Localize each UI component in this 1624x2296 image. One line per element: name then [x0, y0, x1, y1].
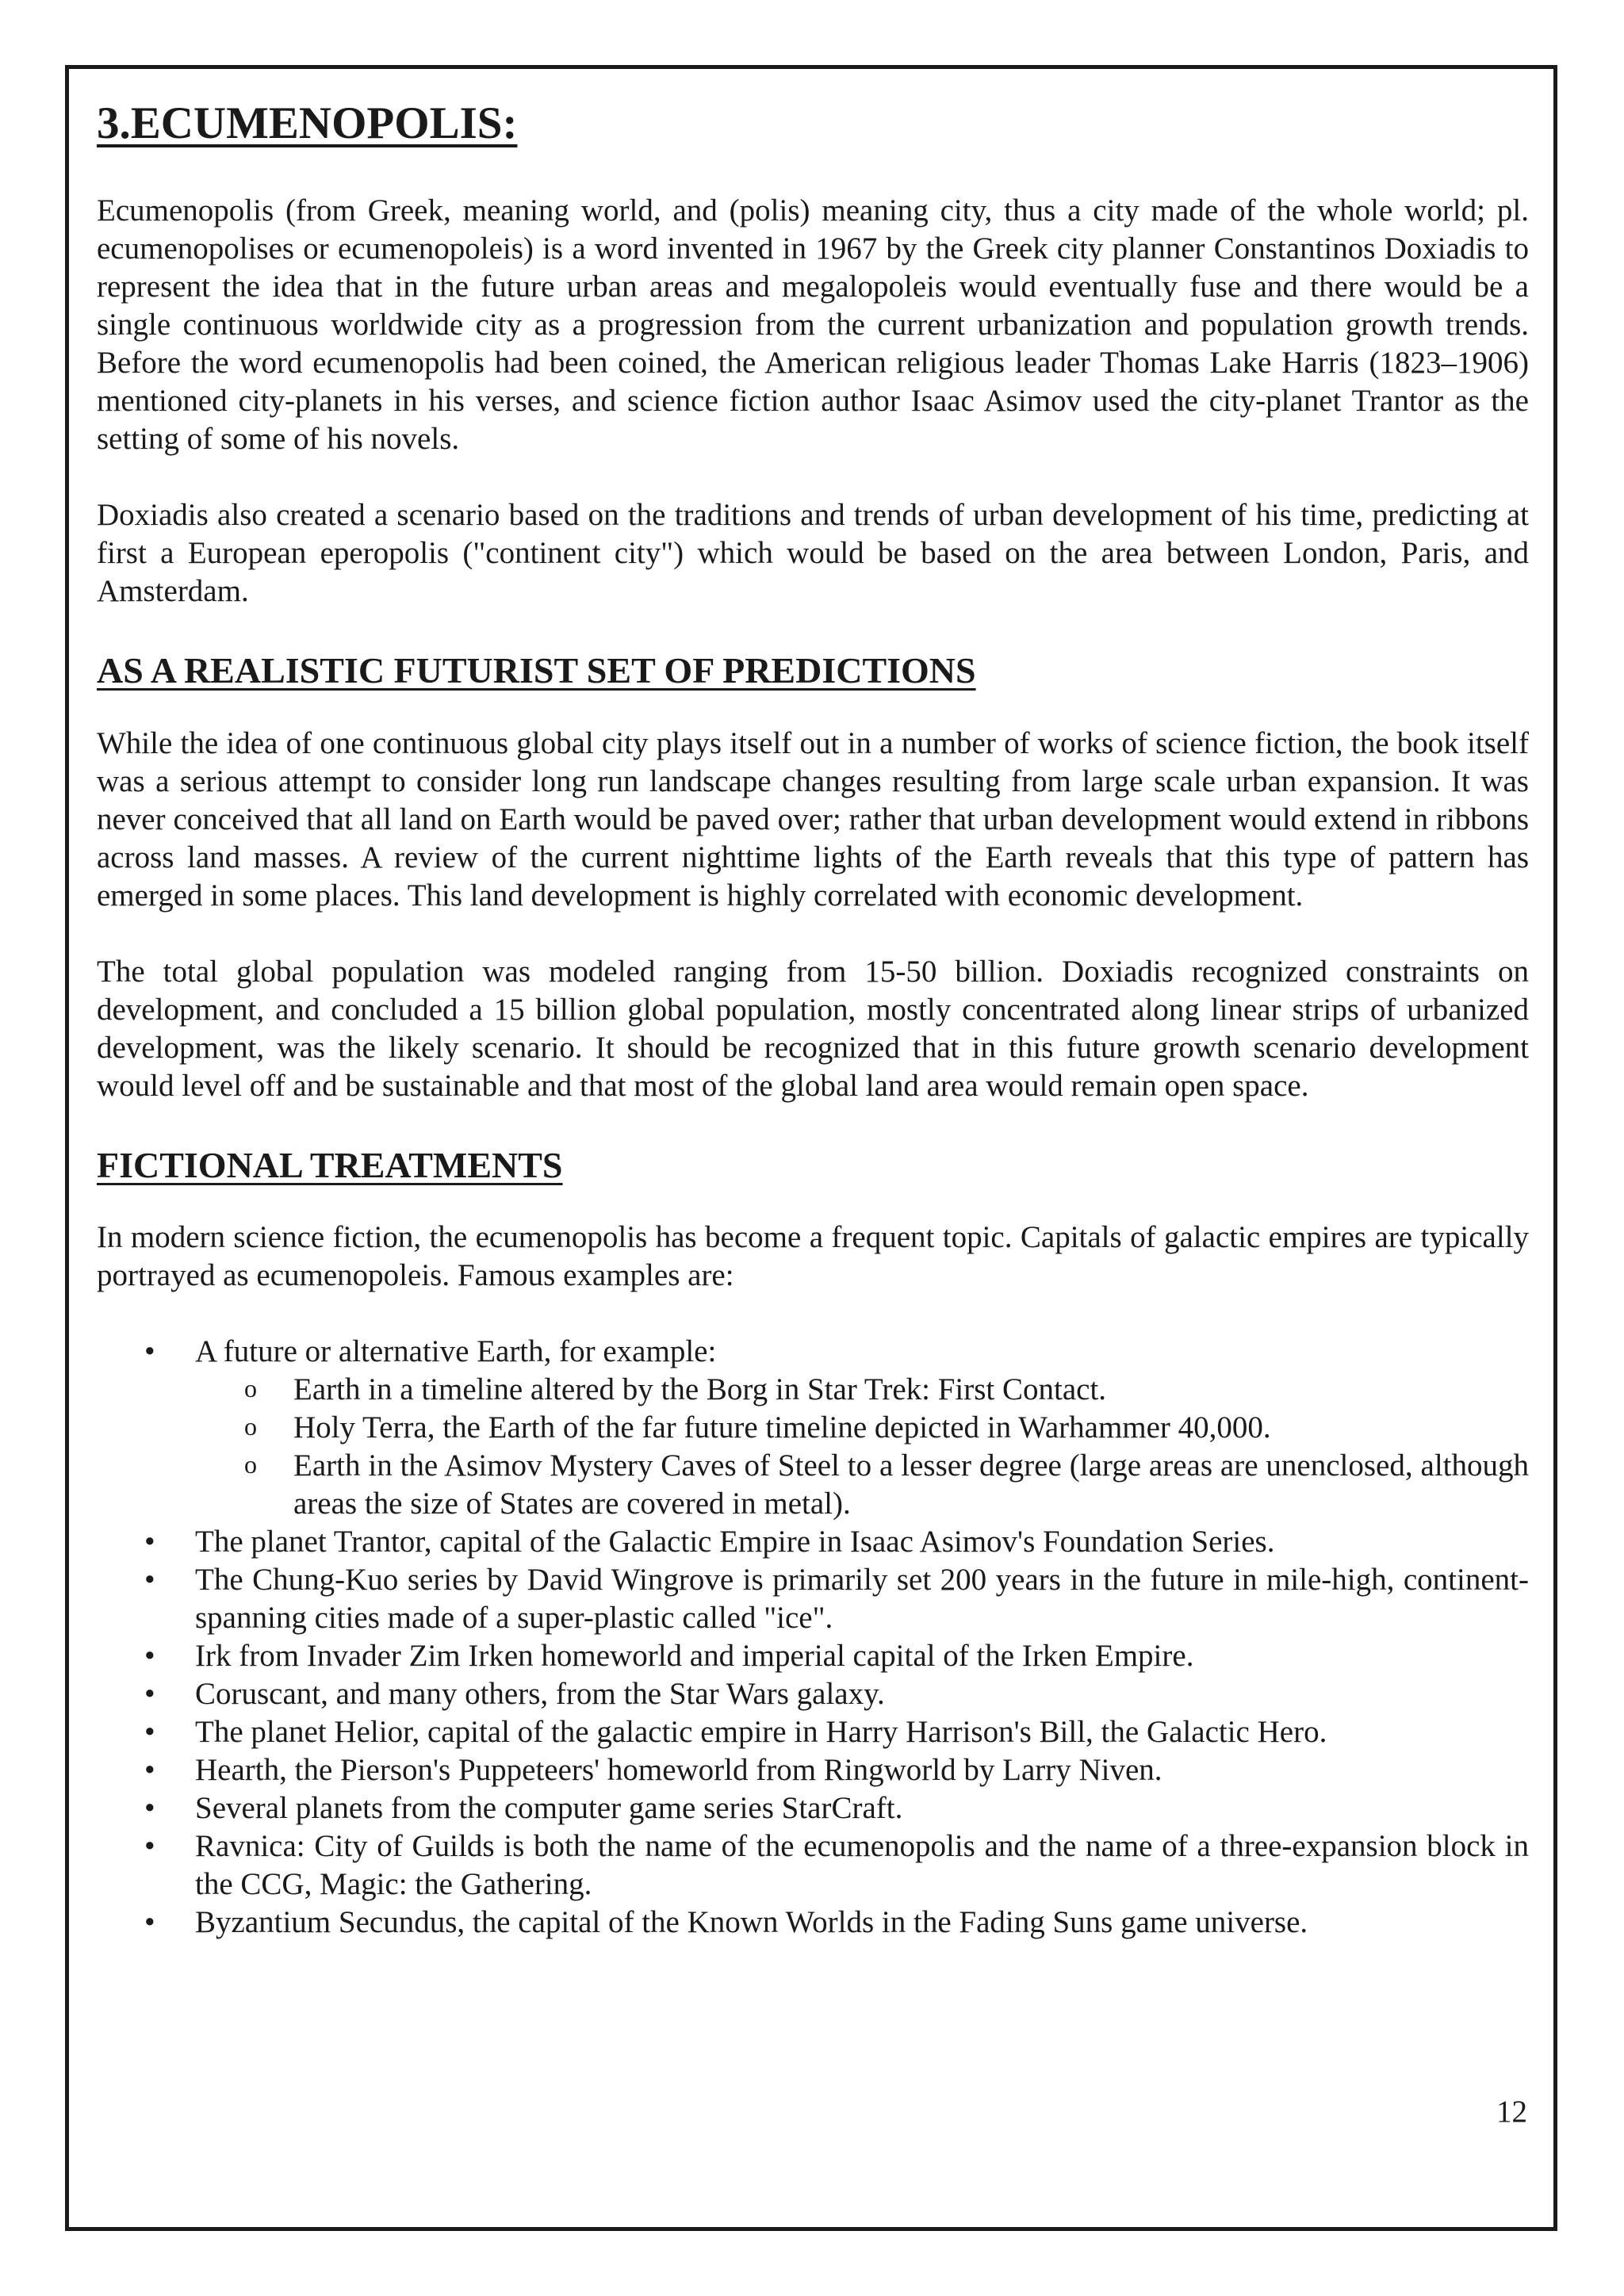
list-item-text: Irk from Invader Zim Irken homeworld and imperial capital of the Irken Empire.	[195, 1638, 1194, 1673]
fictional-heading: FICTIONAL TREATMENTS	[97, 1144, 563, 1185]
list-item	[97, 1713, 1529, 1751]
bullet-icon: •	[144, 1828, 155, 1863]
sub-bullet-icon: o	[244, 1411, 257, 1441]
bullet-icon: •	[144, 1638, 155, 1673]
list-item-text: Several planets from the computer game series StarCraft.	[195, 1790, 903, 1825]
bullet-icon: •	[144, 1676, 155, 1711]
list-item-text: A future or alternative Earth, for example:	[195, 1334, 717, 1368]
list-item-text: Hearth, the Pierson's Puppeteers' homeworld from Ringworld by Larry Niven.	[195, 1752, 1162, 1787]
list-item-text: Ravnica: City of Guilds is both the name of the ecumenopolis and the name of a three-expansion block in the CCG, Magic: the Gathering.	[195, 1828, 1529, 1901]
list-item	[97, 1827, 1529, 1904]
list-item	[97, 1675, 1529, 1713]
sub-list-item	[195, 1447, 1529, 1523]
predictions-heading: AS A REALISTIC FUTURIST SET OF PREDICTIONS	[97, 650, 976, 691]
predictions-paragraph-2: The total global population was modeled ranging from 15-50 billion. Doxiadis recognized constraints on development, and concluded a 15 billion global population, mostly concentrated along linear strips of urbanized development, was the likely scenario. It should be recognized that in this future growth scenario development would level off and be sustainable and that most of the global land area would remain open space.	[97, 954, 1529, 1103]
bullet-icon: •	[144, 1562, 155, 1597]
sub-list-item	[195, 1409, 1529, 1447]
sub-bullet-icon: o	[244, 1449, 257, 1479]
bullet-icon: •	[144, 1714, 155, 1749]
sub-list-item-text: Earth in the Asimov Mystery Caves of Steel to a lesser degree (large areas are unenclosed, although areas the size of States are covered in metal).	[293, 1448, 1529, 1521]
page-title: 3.ECUMENOPOLIS:	[97, 98, 518, 148]
sub-list-item-text: Holy Terra, the Earth of the far future timeline depicted in Warhammer 40,000.	[293, 1410, 1271, 1445]
list-item	[97, 1904, 1529, 1942]
sub-bullet-icon: o	[244, 1373, 257, 1402]
sub-list-item-text: Earth in a timeline altered by the Borg in Star Trek: First Contact.	[293, 1372, 1107, 1406]
fictional-intro-paragraph: In modern science fiction, the ecumenopolis has become a frequent topic. Capitals of galactic empires are typically portrayed as ecumenopoleis. Famous examples are:	[97, 1219, 1529, 1292]
intro-paragraph-2: Doxiadis also created a scenario based on the traditions and trends of urban development of his time, predicting at first a European eperopolis ("continent city") which would be based on the area between London, Paris, and Amsterdam.	[97, 498, 1529, 609]
list-item-text: The planet Trantor, capital of the Galactic Empire in Isaac Asimov's Foundation Series.	[195, 1524, 1275, 1559]
bullet-icon: •	[144, 1752, 155, 1787]
sub-list	[195, 1371, 1529, 1523]
sub-list-item	[195, 1371, 1529, 1409]
list-item	[97, 1523, 1529, 1561]
examples-list	[97, 1333, 1529, 1942]
list-item-text: The planet Helior, capital of the galactic empire in Harry Harrison's Bill, the Galactic Hero.	[195, 1714, 1327, 1749]
bullet-icon: •	[144, 1334, 155, 1368]
list-item-text: The Chung-Kuo series by David Wingrove is primarily set 200 years in the future in mile-high, continent-spanning cities made of a super-plastic called "ice".	[195, 1562, 1529, 1635]
list-item	[97, 1561, 1529, 1637]
list-item	[97, 1333, 1529, 1523]
intro-paragraph-1: Ecumenopolis (from Greek, meaning world, and (polis) meaning city, thus a city made of the whole world; pl. ecumenopolises or ecumenopoleis) is a word invented in 1967 by the Greek city planner Constantinos Doxiadis to represent the idea that in the future urban areas and megalopoleis would eventually fuse and there would be a single continuous worldwide city as a progression from the current urbanization and population growth trends. Before the word ecumenopolis had been coined, the American religious leader Thomas Lake Harris (1823–1906) mentioned city-planets in his verses, and science fiction author Isaac Asimov used the city-planet Trantor as the setting of some of his novels.	[97, 193, 1529, 457]
list-item	[97, 1789, 1529, 1827]
page-number: 12	[1496, 2095, 1527, 2129]
list-item-text: Byzantium Secundus, the capital of the Known Worlds in the Fading Suns game universe.	[195, 1904, 1308, 1939]
bullet-icon: •	[144, 1790, 155, 1825]
predictions-paragraph-1: While the idea of one continuous global city plays itself out in a number of works of science fiction, the book itself was a serious attempt to consider long run landscape changes resulting from large scale urban expansion. It was never conceived that all land on Earth would be paved over; rather that urban development would extend in ribbons across land masses. A review of the current nighttime lights of the Earth reveals that this type of pattern has emerged in some places. This land development is highly correlated with economic development.	[97, 725, 1529, 913]
bullet-icon: •	[144, 1524, 155, 1559]
bullet-icon: •	[144, 1904, 155, 1939]
document-body	[97, 97, 1529, 1942]
list-item-text: Coruscant, and many others, from the Star Wars galaxy.	[195, 1676, 885, 1711]
list-item	[97, 1637, 1529, 1675]
list-item	[97, 1751, 1529, 1789]
